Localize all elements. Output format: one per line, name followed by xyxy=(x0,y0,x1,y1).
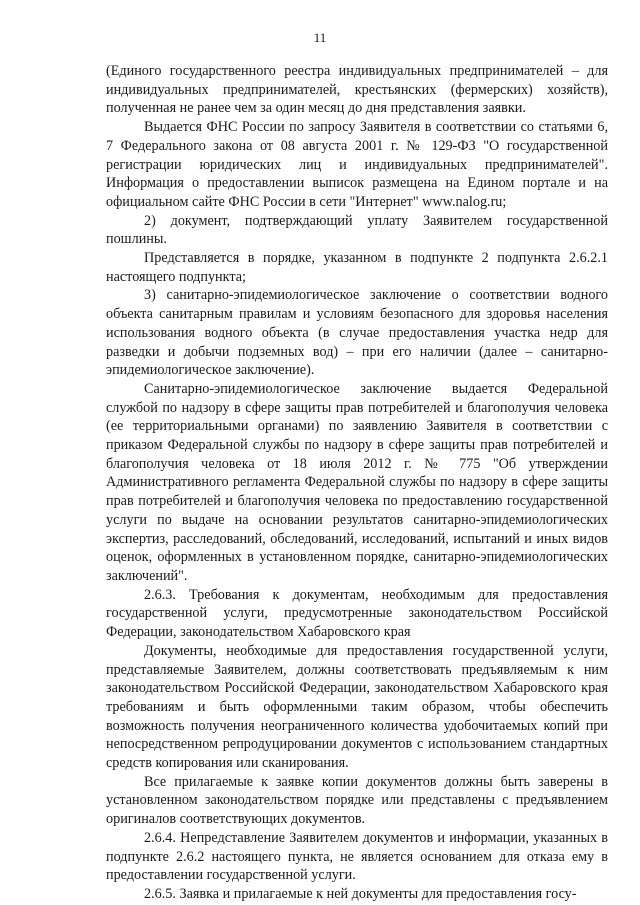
paragraph-state-duty-procedure: Представляется в порядке, указанном в подпункте 2 подпункта 2.6.2.1 настоящего подпункта; xyxy=(106,250,608,285)
paragraph-state-duty-document: 2) документ, подтверждающий уплату Заявителем государственной пошлины. xyxy=(106,212,608,248)
paragraph-fns-issuance: Выдается ФНС России по запросу Заявителя в соответствии со статьями 6, 7 Федерального закона от 08 августа 2001 г. № 129-ФЗ "О государственной регистрации юридических лиц и индивидуальных предпринимателей". Информация о предоставлении выписок размещена на Едином портале и на официальном сайте ФНС России в сети "Интернет" www.nalog.ru; xyxy=(106,119,608,210)
paragraph-2-6-5-application: 2.6.5. Заявка и прилагаемые к ней документы для предоставления госу- xyxy=(144,885,577,902)
paragraph-2-6-4-non-submission: 2.6.4. Непредставление Заявителем документов и информации, указанных в подпункте 2.6.2 настоящего пункта, не является основанием для отказа ему в предоставлении государственной услуги. xyxy=(106,829,608,884)
document-body xyxy=(106,62,608,904)
paragraph-sanitary-conclusion: 3) санитарно-эпидемиологическое заключение о соответствии водного объекта санитарным правилам и условиям безопасного для здоровья населения использования водного объекта (в случае предоставления участка недр для разведки и добычи подземных вод) – при его наличии (далее – санитарно-эпидемиологическое заключение). xyxy=(106,287,608,379)
paragraph-2-6-3-requirements: 2.6.3. Требования к документам, необходимым для предоставления государственной услуги, предусмотренные законодательством Российской Федерации, законодательством Хабаровского края xyxy=(106,586,608,641)
paragraph-sanitary-conclusion-issuance: Санитарно-эпидемиологическое заключение выдается Федеральной службой по надзору в сфере защиты прав потребителей и благополучия человека (ее территориальными органами) по заявлению Заявителя в соответствии с приказом Федеральной службы по надзору в сфере защиты прав потребителей и благополучия человека от 18 июля 2012 г. № 775 "Об утверждении Административного регламента Федеральной службы по надзору в сфере защиты прав потребителей и благополучия человека по предоставлению государственной услуги по выдаче на основании результатов санитарно-эпидемиологических экспертиз, расследований, обследований, исследований, испытаний и иных видов оценок, оформленных в установленном порядке, санитарно-эпидемиологических заключений". xyxy=(106,380,608,584)
paragraph-copies-certification: Все прилагаемые к заявке копии документов должны быть заверены в установленном законодательством порядке или представлены с предъявлением оригиналов соответствующих документов. xyxy=(106,773,608,828)
page-number: 11 xyxy=(313,30,327,45)
paragraph-egrip-continuation: (Единого государственного реестра индивидуальных предпринимателей – для индивидуальных предпринимателей, крестьянских (фермерских) хозяйств), полученная не ранее чем за один месяц до дня представления заявки. xyxy=(106,63,608,117)
paragraph-document-requirements: Документы, необходимые для предоставления государственной услуги, представляемые Заявителем, должны соответствовать предъявляемым к ним законодательством Российской Федерации, законодательством Хабаровского края требованиям и быть оформленными таким образом, чтобы обеспечить возможность получения неограниченного количества удобочитаемых копий при непосредственном репродуцировании документов с использованием стандартных средств копирования или сканирования. xyxy=(106,642,608,772)
